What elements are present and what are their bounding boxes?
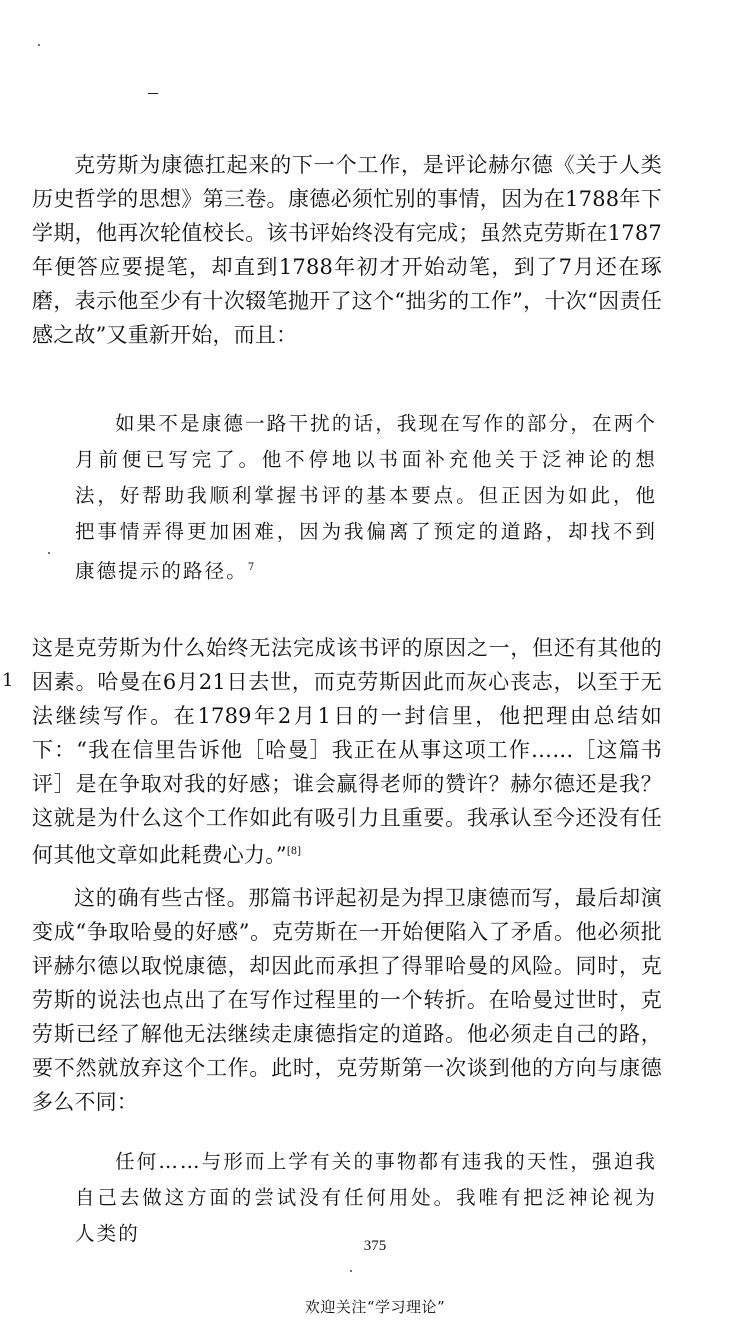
scan-dash-mark xyxy=(148,93,158,94)
scan-speck xyxy=(350,1270,352,1272)
footnote-ref-8: [8] xyxy=(286,846,302,857)
paragraph-2 xyxy=(32,631,662,872)
paragraph-2-text: 这是克劳斯为什么始终无法完成该书评的原因之一，但还有其他的因素。哈曼在6月21日去世，而克劳斯因此而灰心丧志，以至于无法继续写作。在1789年2月1日的一封信里，他把理由总结如下：“我在信里告诉他［哈曼］我正在从事这项工作……［这篇书评］是在争取对我的好感；谁会赢得老师的赞许？赫尔德还是我？这就是为什么这个工作如此有吸引力且重要。我承认至今还没有任何其他文章如此耗费心力。” xyxy=(32,636,662,867)
block-quote-2: 任何……与形而上学有关的事物都有违我的天性，强迫我自己去做这方面的尝试没有任何用处。我唯有把泛神论视为人类的 xyxy=(75,1150,657,1245)
block-quote-1-text: 如果不是康德一路干扰的话，我现在写作的部分，在两个月前便已写完了。他不停地以书面补充他关于泛神论的想法，好帮助我顺利掌握书评的基本要点。但正因为如此，他把事情弄得更加困难，因为我偏离了预定的道路，却找不到康德提示的路径。 xyxy=(75,412,657,583)
margin-mark: 1 xyxy=(2,670,14,691)
page-number: 375 xyxy=(363,1238,387,1254)
scan-speck xyxy=(38,44,40,46)
scan-speck xyxy=(48,552,50,554)
paragraph-1: 克劳斯为康德扛起来的下一个工作，是评论赫尔德《关于人类历史哲学的思想》第三卷。康德必须忙别的事情，因为在1788年下学期，他再次轮值校长。该书评始终没有完成；虽然克劳斯在1787年便答应要提笔，却直到1788年初才开始动笔，到了7月还在琢磨，表示他至少有十次辍笔抛开了这个“拙劣的工作”，十次“因责任感之故”又重新开始，而且： xyxy=(32,153,662,347)
paragraph-3: 这的确有些古怪。那篇书评起初是为捍卫康德而写，最后却演变成“争取哈曼的好感”。克劳斯在一开始便陷入了矛盾。他必须批评赫尔德以取悦康德，却因此而承担了得罪哈曼的风险。同时，克劳斯的说法也点出了在写作过程里的一个转折。在哈曼过世时，克劳斯已经了解他无法继续走康德指定的道路。他必须走自己的路，要不然就放弃这个工作。此时，克劳斯第一次谈到他的方向与康德多么不同： xyxy=(32,886,662,1114)
footnote-ref-7: 7 xyxy=(247,562,255,573)
block-quote-1 xyxy=(75,406,657,590)
footer-watermark-text: 欢迎关注“学习理论” xyxy=(304,1298,446,1316)
